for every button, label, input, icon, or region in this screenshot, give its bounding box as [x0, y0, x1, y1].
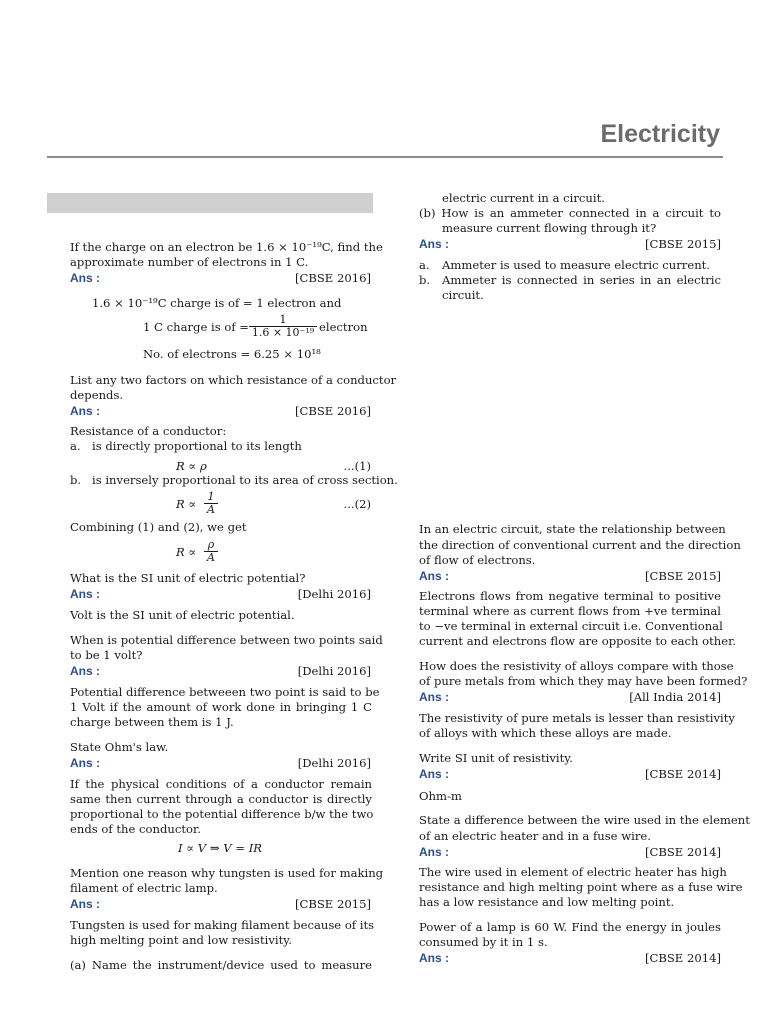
answer-text: Electrons flows from negative terminal to positive [419, 589, 721, 603]
equation: R ∝ ρ [176, 459, 207, 473]
answer-label: Ans : [70, 664, 100, 678]
answer-text: Resistance of a conductor: [70, 424, 227, 438]
question-text: List any two factors on which resistance of a conductor [70, 373, 397, 387]
fraction [249, 314, 317, 339]
answer-text: Combining (1) and (2), we get [70, 520, 247, 534]
answer-text: Volt is the SI unit of electric potential. [70, 608, 295, 622]
answer-text: If the physical conditions of a conductor remain [70, 777, 372, 791]
equation: 1 C charge is of = [143, 320, 250, 334]
answer-text: high melting point and low resistivity. [70, 933, 292, 947]
fraction-denominator: 1.6 × 10⁻¹⁹ [249, 326, 317, 339]
source-tag: [CBSE 2014] [644, 951, 721, 965]
question-text: (b) How is an ammeter connected in a circuit to [419, 206, 721, 220]
answer-text: to −ve terminal in external circuit i.e. Conventional [419, 619, 723, 633]
question-text: If the charge on an electron be 1.6 × 10⁻¹⁹C, find the [70, 240, 383, 254]
source-tag: [CBSE 2014] [644, 845, 721, 859]
answer-text: is directly proportional to its length [92, 439, 302, 453]
source-tag: [CBSE 2015] [294, 897, 371, 911]
question-text: measure current flowing through it? [442, 221, 657, 235]
answer-text: Ohm-m [419, 789, 462, 803]
source-tag: [CBSE 2015] [644, 237, 721, 251]
answer-text: Potential difference betweeen two point is said to be [70, 685, 380, 699]
question-text: State a difference between the wire used in the element [419, 813, 750, 827]
list-marker: b. [70, 473, 82, 487]
answer-label: Ans : [70, 756, 100, 770]
answer-label: Ans : [419, 951, 449, 965]
question-text: electric current in a circuit. [442, 191, 605, 205]
question-text: When is potential difference between two points said [70, 633, 383, 647]
question-text: the direction of conventional current and the direction [419, 538, 741, 552]
source-tag: [CBSE 2014] [644, 767, 721, 781]
answer-label: Ans : [419, 845, 449, 859]
source-tag: [Delhi 2016] [297, 756, 371, 770]
title-rule [47, 156, 723, 158]
fraction-denominator: A [204, 503, 218, 516]
equation: 1.6 × 10⁻¹⁹C charge is of = 1 electron and [92, 296, 342, 310]
question-text: filament of electric lamp. [70, 881, 218, 895]
answer-text: has a low resistance and low melting point. [419, 895, 675, 909]
answer-text: resistance and high melting point where as a fuse wire [419, 880, 743, 894]
question-text: State Ohm's law. [70, 740, 169, 754]
source-tag: [CBSE 2016] [294, 404, 371, 418]
list-marker: a. [70, 439, 81, 453]
answer-label: Ans : [419, 569, 449, 583]
equation: I ∝ V ⇒ V = IR [178, 841, 263, 855]
question-text: Mention one reason why tungsten is used for making [70, 866, 384, 880]
list-marker: b. [419, 273, 431, 287]
question-text: What is the SI unit of electric potential? [70, 571, 306, 585]
question-text: Power of a lamp is 60 W. Find the energy in joules [419, 920, 721, 934]
question-text: In an electric circuit, state the relationship between [419, 522, 726, 536]
fraction [204, 539, 218, 564]
question-text: to be 1 volt? [70, 648, 143, 662]
question-text: approximate number of electrons in 1 C. [70, 255, 309, 269]
answer-text: circuit. [442, 288, 484, 302]
equation-ref: ...(2) [343, 497, 371, 511]
equation: electron [319, 320, 368, 334]
answer-text: ends of the conductor. [70, 822, 201, 836]
source-tag: [CBSE 2016] [294, 271, 371, 285]
source-tag: [CBSE 2015] [644, 569, 721, 583]
answer-label: Ans : [70, 897, 100, 911]
fraction-numerator: 1 [207, 490, 215, 503]
answer-text: same then current through a conductor is directly [70, 792, 372, 806]
question-text: consumed by it in 1 s. [419, 935, 548, 949]
chapter-title: Electricity [600, 120, 720, 148]
answer-text: is inversely proportional to its area of cross section. [92, 473, 398, 487]
list-marker: a. [419, 258, 430, 272]
source-tag: [All India 2014] [629, 690, 721, 704]
question-text: of pure metals from which they may have been formed? [419, 674, 748, 688]
answer-text: terminal where as current flows from +ve terminal [419, 604, 721, 618]
answer-text: 1 Volt if the amount of work done in bringing 1 C [70, 700, 372, 714]
question-text: How does the resistivity of alloys compare with those [419, 659, 734, 673]
equation: No. of electrons = 6.25 × 10¹⁸ [143, 347, 321, 361]
fraction-denominator: A [204, 551, 218, 564]
equation-ref: ...(1) [343, 459, 371, 473]
equation: R ∝ [176, 497, 197, 511]
answer-label: Ans : [70, 404, 100, 418]
question-text: (a) Name the instrument/device used to measure [70, 958, 372, 972]
answer-text: The resistivity of pure metals is lesser than resistivity [419, 711, 735, 725]
answer-label: Ans : [419, 237, 449, 251]
answer-text: Ammeter is connected in series in an electric [442, 273, 721, 287]
question-text: of flow of electrons. [419, 553, 536, 567]
fraction-numerator: 1 [279, 313, 287, 326]
answer-text: of alloys with which these alloys are made. [419, 726, 672, 740]
answer-text: The wire used in element of electric heater has high [419, 865, 727, 879]
source-tag: [Delhi 2016] [297, 664, 371, 678]
answer-text: proportional to the potential difference b/w the two [70, 807, 374, 821]
source-tag: [Delhi 2016] [297, 587, 371, 601]
answer-label: Ans : [70, 587, 100, 601]
section-bar [47, 193, 373, 213]
answer-label: Ans : [419, 767, 449, 781]
answer-text: charge between them is 1 J. [70, 715, 234, 729]
answer-text: current and electrons flow are opposite to each other. [419, 634, 737, 648]
fraction [204, 491, 218, 516]
equation: R ∝ [176, 545, 197, 559]
question-text: of an electric heater and in a fuse wire. [419, 829, 651, 843]
fraction-numerator: ρ [207, 538, 215, 551]
answer-text: Tungsten is used for making filament because of its [70, 918, 375, 932]
answer-label: Ans : [419, 690, 449, 704]
answer-text: Ammeter is used to measure electric current. [442, 258, 711, 272]
question-text: depends. [70, 388, 124, 402]
question-text: Write SI unit of resistivity. [419, 751, 573, 765]
answer-label: Ans : [70, 271, 100, 285]
